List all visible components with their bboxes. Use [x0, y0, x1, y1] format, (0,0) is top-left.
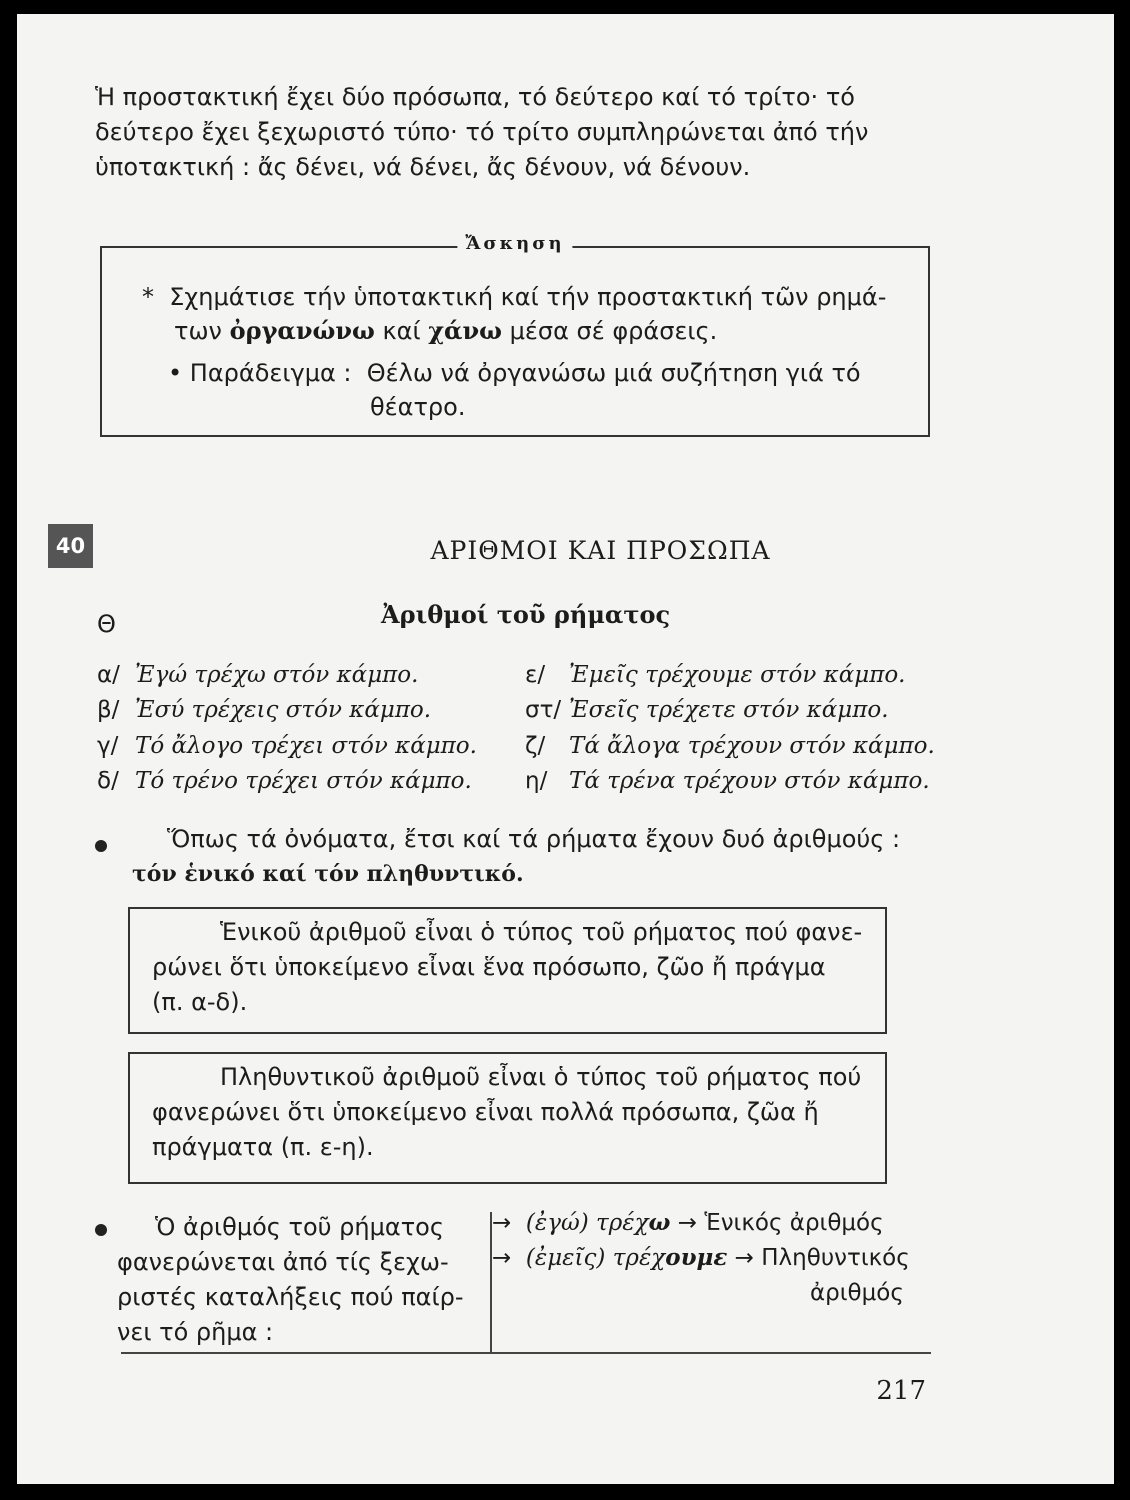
example-text: Ἐσύ τρέχεις στόν κάμπο.: [135, 697, 432, 723]
verb-form: (ἐμεῖς) τρέχ: [525, 1245, 666, 1271]
example-row: [525, 765, 930, 797]
exercise-text: Σχημάτισε τήν ὑποτακτική καί τήν προστακτική τῶν ρημά-: [169, 283, 887, 311]
example-row: [525, 694, 889, 726]
arrow-icon: →: [677, 1210, 698, 1236]
example-row: [97, 765, 472, 797]
rule-line: ρώνει ὅτι ὑποκείμενο εἶναι ἕνα πρόσωπο, ζῶο ἤ πράγμα: [152, 953, 826, 981]
summary-line: ριστές καταλήξεις πού παίρ-: [117, 1283, 464, 1311]
example-row: [97, 659, 418, 691]
example-label: δ/: [97, 768, 119, 794]
verb-ending: ω: [648, 1209, 671, 1236]
arrow-row: [492, 1244, 910, 1271]
page-number: 217: [876, 1376, 926, 1406]
result-label: Πληθυντικός: [761, 1245, 910, 1271]
exercise-text: καί: [374, 317, 429, 345]
rule-line: (π. α-δ).: [152, 988, 248, 1016]
exercise-text: μέσα σέ φράσεις.: [502, 317, 718, 345]
bullet-icon: [95, 1224, 107, 1236]
star-icon: *: [142, 283, 154, 311]
numbers-para-line: Ὅπως τά ὀνόματα, ἔτσι καί τά ρήματα ἔχουν δυό ἀριθμούς :: [167, 825, 901, 853]
example-line: [370, 390, 465, 424]
verb-organono: ὀργανώνω: [229, 316, 375, 345]
example-label: α/: [97, 662, 120, 688]
example-label: η/: [525, 768, 548, 794]
rule-line: φανερώνει ὅτι ὑποκείμενο εἶναι πολλά πρόσωπα, ζῶα ἤ: [152, 1098, 819, 1126]
theta-icon: Θ: [97, 610, 116, 638]
subtitle: Ἀριθμοί τοῦ ρήματος: [381, 600, 671, 629]
section-title: ΑΡΙΘΜΟΙ ΚΑΙ ΠΡΟΣΩΠΑ: [430, 536, 771, 565]
summary-line: φανερώνεται ἀπό τίς ξεχω-: [117, 1248, 449, 1276]
example-label: β/: [97, 697, 120, 723]
example-row: [97, 694, 431, 726]
example-label: • Παράδειγμα :: [168, 359, 352, 387]
imperative-intro: [95, 80, 935, 185]
singular-rule-box: [128, 907, 887, 1034]
example-label: γ/: [97, 733, 119, 759]
plural-rule-box: [128, 1052, 887, 1184]
arrow-icon: →: [734, 1245, 754, 1271]
arrow-icon: →: [492, 1210, 512, 1236]
arrow-row: [492, 1209, 884, 1236]
intro-line: Ἡ προστακτική ἔχει δύο πρόσωπα, τό δεύτερο καί τό τρίτο· τό: [95, 83, 855, 111]
example-label: ε/: [525, 662, 546, 688]
example-row: [525, 730, 935, 762]
numbers-para-line: τόν ἑνικό καί τόν πληθυντικό.: [132, 861, 524, 887]
exercise-text: των: [174, 317, 230, 345]
exercise-line: [142, 280, 886, 314]
example-text: Θέλω νά ὀργανώσω μιά συζήτηση γιά τό: [366, 359, 861, 387]
example-text: Τό ἄλογο τρέχει στόν κάμπο.: [135, 733, 477, 759]
rule-line: πράγματα (π. ε-η).: [152, 1133, 374, 1161]
intro-line: δεύτερο ἔχει ξεχωριστό τύπο· τό τρίτο συμπληρώνεται ἀπό τήν: [95, 118, 869, 146]
lesson-badge: 40: [48, 524, 93, 568]
rule-line: Ἑνικοῦ ἀριθμοῦ εἶναι ὁ τύπος τοῦ ρήματος πού φανε-: [220, 918, 863, 946]
example-text: Ἐμεῖς τρέχουμε στόν κάμπο.: [569, 662, 906, 688]
summary-line: Ὁ ἀριθμός τοῦ ρήματος: [155, 1213, 444, 1241]
rule-line: Πληθυντικοῦ ἀριθμοῦ εἶναι ὁ τύπος τοῦ ρήματος πού: [220, 1063, 862, 1091]
example-label: στ/: [525, 697, 562, 723]
example-row: [97, 730, 477, 762]
intro-line: ὑποτακτική : ἄς δένει, νά δένει, ἄς δένουν, νά δένουν.: [95, 153, 751, 181]
example-label: ζ/: [525, 733, 546, 759]
result-label: Ἑνικός ἀριθμός: [704, 1210, 884, 1236]
arrow-icon: →: [492, 1245, 512, 1271]
textbook-page: [17, 14, 1114, 1484]
example-text: Τά ἄλογα τρέχουν στόν κάμπο.: [569, 733, 935, 759]
example-line: [168, 356, 861, 390]
exercise-box: [100, 233, 930, 437]
bottom-rule: [121, 1352, 931, 1354]
example-text: Τά τρένα τρέχουν στόν κάμπο.: [569, 768, 930, 794]
example-text: Ἐγώ τρέχω στόν κάμπο.: [135, 662, 419, 688]
example-text: Ἐσεῖς τρέχετε στόν κάμπο.: [569, 697, 889, 723]
verb-form: (ἐγώ) τρέχ: [525, 1210, 649, 1236]
exercise-line: [174, 314, 717, 348]
verb-ending: ουμε: [665, 1244, 728, 1271]
example-row: [525, 659, 905, 691]
result-label-cont: ἀριθμός: [810, 1280, 904, 1306]
exercise-title: Ἄσκηση: [457, 233, 572, 254]
bullet-icon: [95, 840, 107, 852]
summary-text: [117, 1210, 477, 1350]
summary-line: νει τό ρῆμα :: [117, 1318, 274, 1346]
example-text: θέατρο.: [370, 393, 466, 421]
verb-hano: χάνω: [428, 316, 502, 345]
example-text: Τό τρένο τρέχει στόν κάμπο.: [135, 768, 472, 794]
